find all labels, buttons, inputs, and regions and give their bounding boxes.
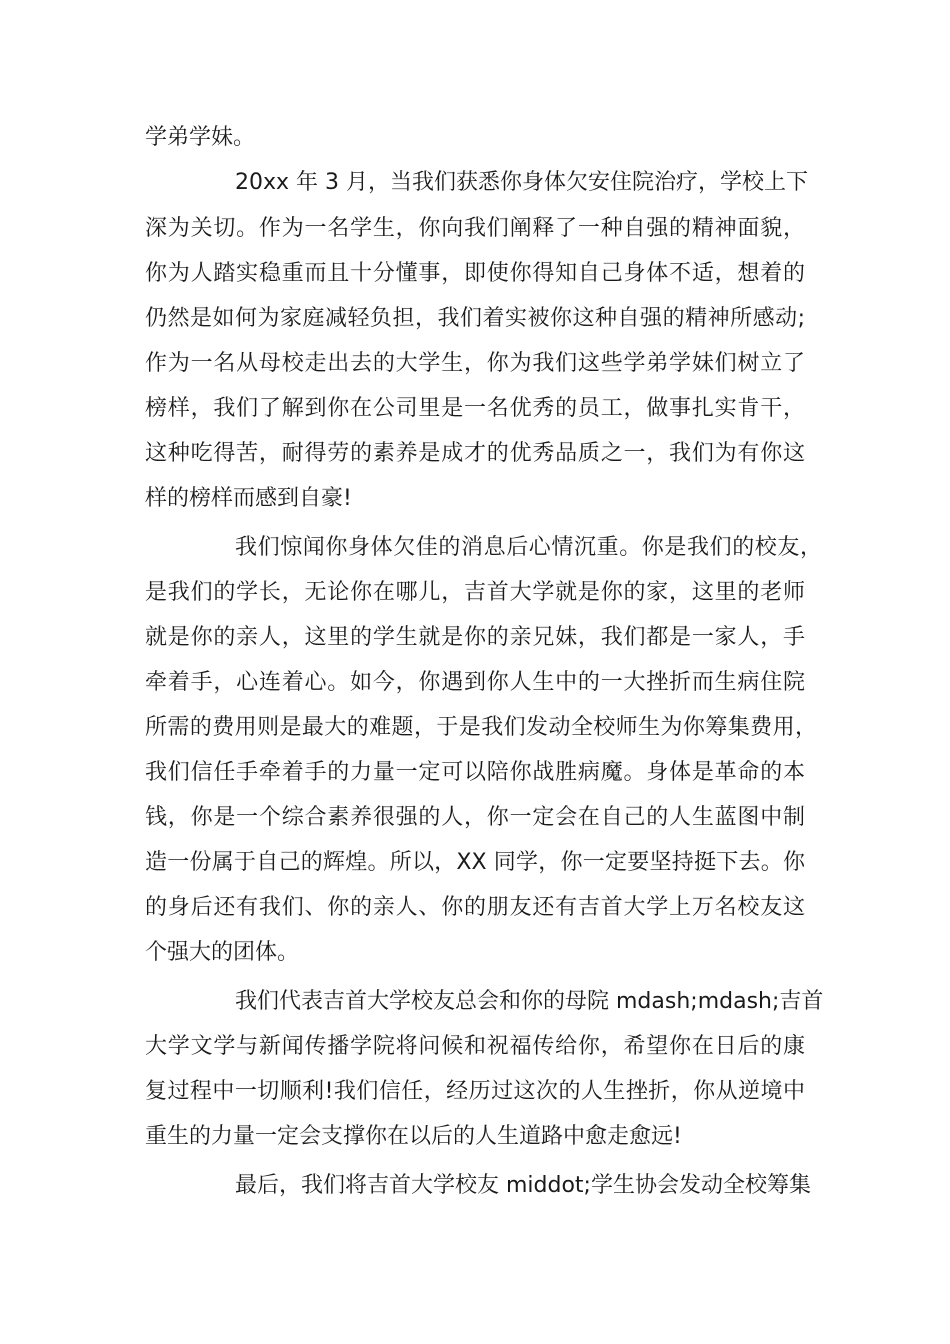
text-line-22: 复过程中一切顺利!我们信任，经历过这次的人生挫折，你从逆境中 <box>145 1079 805 1104</box>
text-line-12: 就是你的亲人，这里的学生就是你的亲兄妹，我们都是一家人，手 <box>145 625 805 650</box>
text-line-2: 20xx 年 3 月，当我们获悉你身体欠安住院治疗，学校上下 <box>235 170 809 195</box>
text-line-3: 深为关切。作为一名学生，你向我们阐释了一种自强的精神面貌， <box>145 216 805 241</box>
text-line-7: 榜样，我们了解到你在公司里是一名优秀的员工，做事扎实肯干， <box>145 396 805 421</box>
text-line-6: 作为一名从母校走出去的大学生，你为我们这些学弟学妹们树立了 <box>145 351 805 376</box>
text-line-11: 是我们的学长，无论你在哪儿，吉首大学就是你的家，这里的老师 <box>145 580 805 605</box>
text-line-4: 你为人踏实稳重而且十分懂事，即使你得知自己身体不适，想着的 <box>145 261 805 286</box>
text-line-19: 个强大的团体。 <box>145 940 300 965</box>
text-line-15: 我们信任手牵着手的力量一定可以陪你战胜病魔。身体是革命的本 <box>145 760 805 785</box>
text-line-8: 这种吃得苦，耐得劳的素养是成才的优秀品质之一，我们为有你这 <box>145 441 805 466</box>
text-line-9: 样的榜样而感到自豪! <box>145 486 352 511</box>
text-line-18: 的身后还有我们、你的亲人、你的朋友还有吉首大学上万名校友这 <box>145 895 805 920</box>
text-line-5: 仍然是如何为家庭减轻负担，我们着实被你这种自强的精神所感动; <box>145 306 805 331</box>
text-line-17: 造一份属于自己的辉煌。所以，XX 同学，你一定要坚持挺下去。你 <box>145 850 805 875</box>
text-line-13: 牵着手，心连着心。如今，你遇到你人生中的一大挫折而生病住院 <box>145 670 805 695</box>
text-line-23: 重生的力量一定会支撑你在以后的人生道路中愈走愈远! <box>145 1124 682 1149</box>
text-line-21: 大学文学与新闻传播学院将问候和祝福传给你，希望你在日后的康 <box>145 1034 805 1059</box>
text-line-10: 我们惊闻你身体欠佳的消息后心情沉重。你是我们的校友， <box>235 535 822 560</box>
text-line-14: 所需的费用则是最大的难题，于是我们发动全校师生为你筹集费用， <box>145 715 817 740</box>
text-line-16: 钱，你是一个综合素养很强的人，你一定会在自己的人生蓝图中制 <box>145 805 805 830</box>
text-line-1: 学弟学妹。 <box>145 125 256 150</box>
text-line-24: 最后，我们将吉首大学校友 middot;学生协会发动全校筹集 <box>235 1173 811 1198</box>
text-line-20: 我们代表吉首大学校友总会和你的母院 mdash;mdash;吉首 <box>235 989 824 1014</box>
